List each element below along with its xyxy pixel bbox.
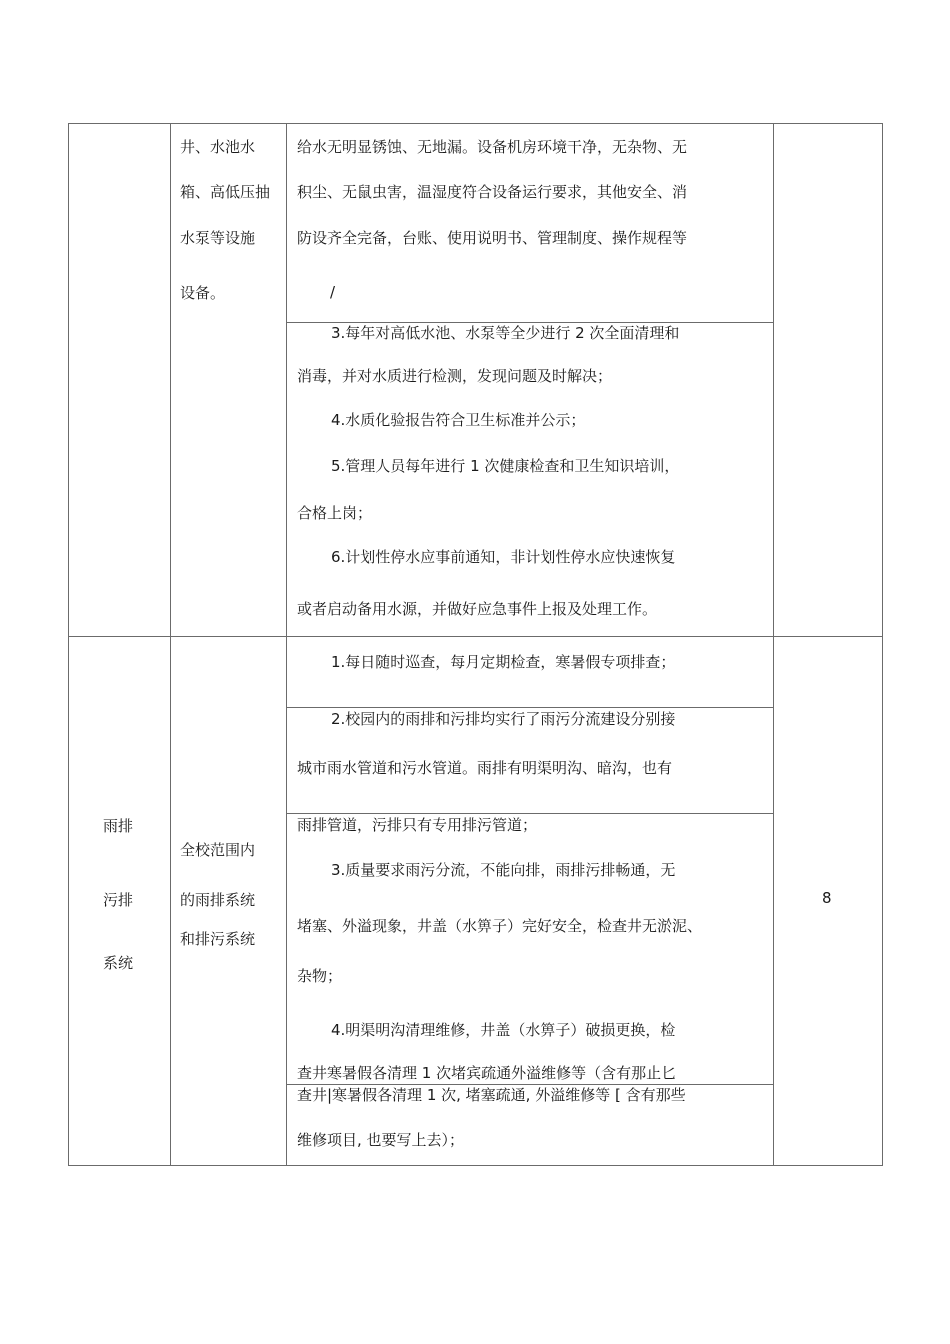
system-line: 污排 xyxy=(103,891,134,909)
requirement-line: 防设齐全完备，台账、使用说明书、管理制度、操作规程等 xyxy=(297,229,688,247)
facility-line: 设备。 xyxy=(180,284,226,302)
requirement-line: 城市雨水管道和污水管道。雨排有明渠明沟、暗沟，也有 xyxy=(297,759,673,777)
col-line-4 xyxy=(773,123,774,1166)
req-divider-3 xyxy=(286,813,774,814)
requirement-line: 查井寒暑假各清理 1 次堵宾疏通外溢维修等（含有那止匕 xyxy=(297,1064,677,1082)
table-bottom-border xyxy=(68,1165,883,1166)
requirement-line: 查井|寒暑假各清理 1 次, 堵塞疏通, 外溢维修等 [ 含有那些 xyxy=(297,1086,686,1104)
col-line-3 xyxy=(286,123,287,1166)
requirement-line: 3.质量要求雨污分流，不能向排，雨排污排畅通，无 xyxy=(331,861,676,879)
score-value: 8 xyxy=(822,889,832,907)
requirement-line: 3.每年对高低水池、水泵等全少进行 2 次全面清理和 xyxy=(331,324,680,342)
scope-line: 和排污系统 xyxy=(180,930,256,948)
requirement-line: 合格上岗； xyxy=(297,504,373,522)
scope-line: 全校范围内 xyxy=(180,841,256,859)
facility-line: 水泵等设施 xyxy=(180,229,256,247)
col-line-5 xyxy=(882,123,883,1166)
requirement-line: 1.每日随时巡查，每月定期检查，寒暑假专项排查； xyxy=(331,653,676,671)
requirement-line: 4.水质化验报告符合卫生标准并公示； xyxy=(331,411,586,429)
facility-line: 箱、高低压抽 xyxy=(180,183,271,201)
table-top-border xyxy=(68,123,883,124)
col-line-2 xyxy=(170,123,171,1166)
requirement-line: 6.计划性停水应事前通知，非计划性停水应快速恢复 xyxy=(331,548,676,566)
scope-line: 的雨排系统 xyxy=(180,891,256,909)
requirement-line: 5.管理人员每年进行 1 次健康检查和卫生知识培训， xyxy=(331,457,680,475)
req-divider-2 xyxy=(286,707,774,708)
requirement-line: 杂物； xyxy=(297,967,343,985)
requirement-line: 或者启动备用水源，并做好应急事件上报及处理工作。 xyxy=(297,600,658,618)
requirement-line: 4.明渠明沟清理维修，井盖（水箅子）破损更换，检 xyxy=(331,1021,676,1039)
row-divider xyxy=(68,636,883,637)
requirement-line: 维修项目, 也要写上去）； xyxy=(297,1131,465,1149)
requirement-line: 2.校园内的雨排和污排均实行了雨污分流建设分别接 xyxy=(331,710,676,728)
requirement-line: 给水无明显锈蚀、无地漏。设备机房环境干净，无杂物、无 xyxy=(297,138,688,156)
system-line: 雨排 xyxy=(103,817,134,835)
system-line: 系统 xyxy=(103,954,134,972)
requirement-line: 积尘、无鼠虫害，温湿度符合设备运行要求，其他安全、消 xyxy=(297,183,688,201)
requirement-line: 堵塞、外溢现象，井盖（水箅子）完好安全，检查井无淤泥、 xyxy=(297,917,703,935)
requirement-line: 雨排管道，污排只有专用排污管道； xyxy=(297,816,538,834)
slash-mark: / xyxy=(330,283,336,301)
facility-line: 井、水池水 xyxy=(180,138,256,156)
col-line-1 xyxy=(68,123,69,1166)
requirement-line: 消毒，并对水质进行检测，发现问题及时解决； xyxy=(297,367,613,385)
